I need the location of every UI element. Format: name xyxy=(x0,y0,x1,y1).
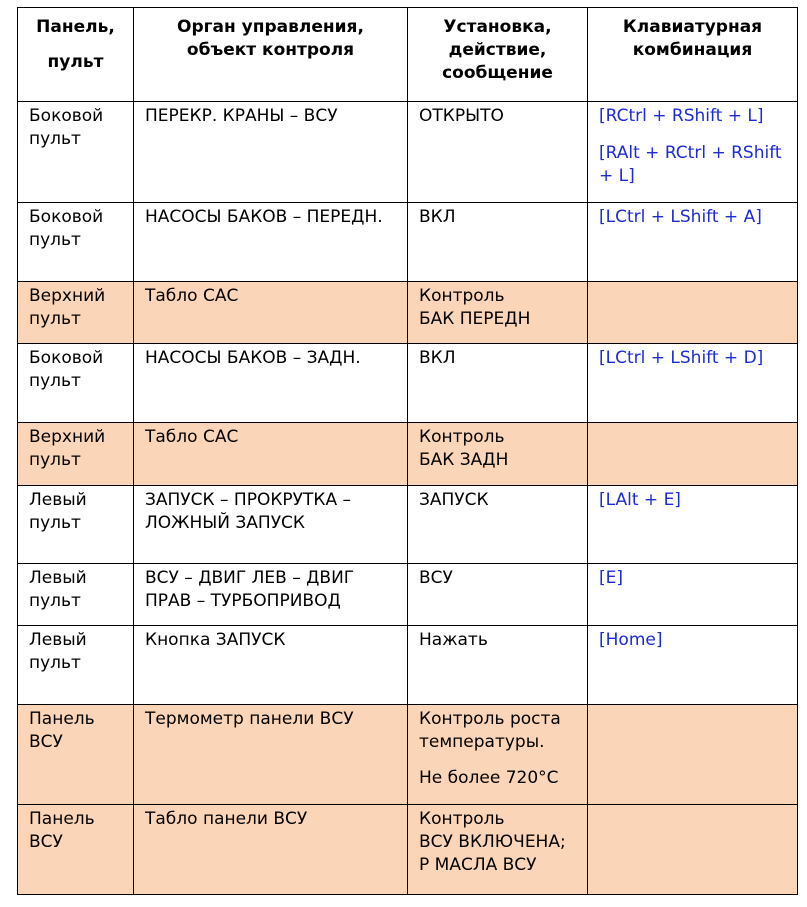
cell-action: Контроль роста температуры. Не более 720°С xyxy=(408,705,588,805)
cell-control: ПЕРЕКР. КРАНЫ – ВСУ xyxy=(134,102,408,203)
cell-keys xyxy=(588,486,798,564)
cell-action: Нажать xyxy=(408,626,588,705)
cell-control: Табло САС xyxy=(134,423,408,486)
cell-control: ВСУ – ДВИГ ЛЕВ – ДВИГ ПРАВ – ТУРБОПРИВОД xyxy=(134,564,408,626)
cell-control: ЗАПУСК – ПРОКРУТКА – ЛОЖНЫЙ ЗАПУСК xyxy=(134,486,408,564)
cell-keys xyxy=(588,805,798,895)
cell-panel: Панель ВСУ xyxy=(18,705,134,805)
cell-keys xyxy=(588,626,798,705)
table-row xyxy=(18,423,798,486)
table-row xyxy=(18,282,798,344)
table-row xyxy=(18,344,798,423)
key-combo: [E] xyxy=(599,568,624,588)
header-panel-line1: Панель, xyxy=(36,17,115,37)
cell-panel: Панель ВСУ xyxy=(18,805,134,895)
header-action-line1: Установка, xyxy=(443,17,552,37)
cell-action: Контроль ВСУ ВКЛЮЧЕНА; Р МАСЛА ВСУ xyxy=(408,805,588,895)
header-control-line2: объект контроля xyxy=(186,40,355,60)
cell-control: Табло САС xyxy=(134,282,408,344)
header-panel-line2: пульт xyxy=(47,52,104,72)
cell-panel: Боковой пульт xyxy=(18,102,134,203)
key-combo: [RAlt + RCtrl + RShift + L] xyxy=(599,143,782,186)
cell-keys xyxy=(588,705,798,805)
cell-keys xyxy=(588,102,798,203)
table-row xyxy=(18,626,798,705)
cell-keys xyxy=(588,282,798,344)
cell-action: Контроль БАК ЗАДН xyxy=(408,423,588,486)
key-combo: [RCtrl + RShift + L] xyxy=(599,106,764,126)
header-action-line2: действие, xyxy=(448,40,547,60)
table-header-row xyxy=(18,8,798,102)
table-row xyxy=(18,203,798,282)
header-action-line3: сообщение xyxy=(442,63,553,83)
cell-control: Табло панели ВСУ xyxy=(134,805,408,895)
cell-control: Термометр панели ВСУ xyxy=(134,705,408,805)
cell-keys xyxy=(588,423,798,486)
table-row xyxy=(18,102,798,203)
cell-keys xyxy=(588,564,798,626)
cell-control: НАСОСЫ БАКОВ – ПЕРЕДН. xyxy=(134,203,408,282)
header-panel xyxy=(18,8,134,102)
table-row xyxy=(18,805,798,895)
header-keys xyxy=(588,8,798,102)
temperature-limit-note: Не более 720°С xyxy=(419,768,559,788)
table-row xyxy=(18,486,798,564)
header-keys-line1: Клавиатурная xyxy=(622,17,763,37)
cell-panel: Верхний пульт xyxy=(18,282,134,344)
cell-keys xyxy=(588,344,798,423)
cell-action: ВКЛ xyxy=(408,344,588,423)
cell-panel: Левый пульт xyxy=(18,564,134,626)
header-control-line1: Орган управления, xyxy=(177,17,364,37)
header-control xyxy=(134,8,408,102)
cell-action: Контроль БАК ПЕРЕДН xyxy=(408,282,588,344)
cell-panel: Боковой пульт xyxy=(18,203,134,282)
cell-panel: Левый пульт xyxy=(18,626,134,705)
key-combo: [LAlt + E] xyxy=(599,490,681,510)
table-row xyxy=(18,564,798,626)
procedure-table xyxy=(17,7,798,895)
key-combo: [LCtrl + LShift + A] xyxy=(599,207,762,227)
table-row xyxy=(18,705,798,805)
cell-action: ВСУ xyxy=(408,564,588,626)
key-combo: [LCtrl + LShift + D] xyxy=(599,348,764,368)
cell-panel: Левый пульт xyxy=(18,486,134,564)
header-action xyxy=(408,8,588,102)
cell-action: ЗАПУСК xyxy=(408,486,588,564)
cell-action: ВКЛ xyxy=(408,203,588,282)
cell-panel: Верхний пульт xyxy=(18,423,134,486)
header-keys-line2: комбинация xyxy=(632,40,753,60)
cell-control: Кнопка ЗАПУСК xyxy=(134,626,408,705)
cell-keys xyxy=(588,203,798,282)
cell-action: ОТКРЫТО xyxy=(408,102,588,203)
key-combo: [Home] xyxy=(599,630,663,650)
cell-panel: Боковой пульт xyxy=(18,344,134,423)
cell-control: НАСОСЫ БАКОВ – ЗАДН. xyxy=(134,344,408,423)
